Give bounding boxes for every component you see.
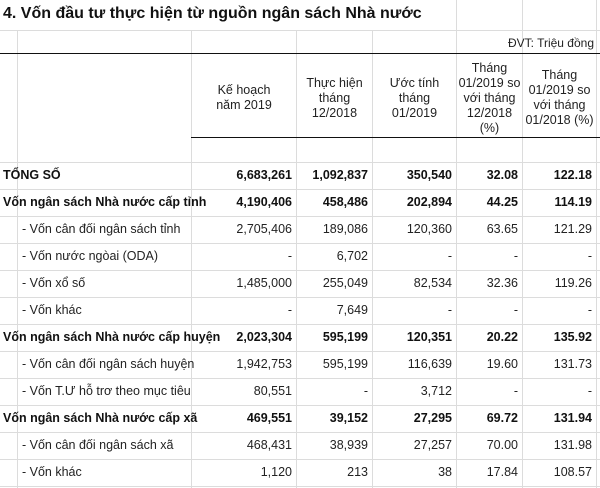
row-value: -: [513, 384, 518, 398]
row-value: 1,120: [260, 465, 292, 479]
row-value: -: [513, 303, 518, 317]
row-value: 108.57: [553, 465, 592, 479]
header-line: năm 2019: [216, 98, 272, 112]
row-value: -: [447, 249, 452, 263]
header-line: 01/2019 so: [528, 83, 591, 97]
header-line: với tháng: [463, 90, 516, 105]
row-value: -: [287, 303, 292, 317]
row-value: 122.18: [553, 168, 592, 182]
row-label: - Vốn cân đối ngân sách xã: [22, 438, 174, 452]
table-title: 4. Vốn đầu tư thực hiện từ nguồn ngân sách Nhà nước: [3, 5, 422, 22]
table-row: [0, 162, 600, 189]
header-bottom-border: [191, 137, 600, 138]
row-label: TỔNG SỐ: [3, 168, 61, 182]
header-line: 12/2018 (%): [466, 105, 513, 135]
row-value: 70.00: [486, 438, 518, 452]
row-value: 3,712: [420, 384, 452, 398]
row-label: Vốn ngân sách Nhà nước cấp xã: [3, 411, 198, 425]
row-value: 38: [438, 465, 452, 479]
row-value: 39,152: [329, 411, 368, 425]
table-row: [0, 351, 600, 378]
row-value: 120,360: [406, 222, 452, 236]
row-value: 135.92: [553, 330, 592, 344]
table-row: [0, 216, 600, 243]
header-line: Tháng: [471, 60, 508, 75]
row-value: 114.19: [554, 195, 592, 209]
header-uoc-tinh: [373, 60, 456, 136]
row-value: 17.84: [486, 465, 518, 479]
row-value: 119.26: [554, 276, 592, 290]
table-row: [0, 189, 600, 216]
row-value: 1,092,837: [312, 168, 368, 182]
header-line: Ước tính: [389, 75, 440, 90]
row-line: [0, 30, 600, 31]
header-line: 01/2018 (%): [525, 113, 594, 127]
header-so-voi-01-2018: [523, 60, 596, 136]
row-label: Vốn ngân sách Nhà nước cấp huyện: [3, 330, 221, 344]
header-line: với tháng: [533, 98, 586, 112]
row-value: 121.29: [553, 222, 592, 236]
table-row: [0, 324, 600, 351]
row-label: - Vốn T.Ư hỗ trơ theo mục tiêu: [22, 384, 191, 398]
row-value: 1,485,000: [236, 276, 292, 290]
unit-label: ĐVT: Triệu đồng: [507, 36, 594, 50]
row-value: 19.60: [486, 357, 518, 371]
row-value: 44.25: [486, 195, 518, 209]
table-row: [0, 270, 600, 297]
row-value: 80,551: [253, 384, 292, 398]
header-line: Tháng: [541, 68, 578, 82]
table-row: [0, 378, 600, 405]
row-value: 27,257: [413, 438, 452, 452]
table-row: [0, 459, 600, 486]
row-value: 350,540: [406, 168, 452, 182]
header-line: Thực hiện: [306, 75, 363, 90]
row-label: - Vốn cân đối ngân sách tỉnh: [22, 222, 181, 236]
row-label: - Vốn nước ngòai (ODA): [22, 249, 159, 263]
header-ke-hoach: [192, 60, 296, 136]
row-value: 213: [347, 465, 368, 479]
row-value: -: [363, 384, 368, 398]
header-thuc-hien: [297, 60, 372, 136]
header-line: 01/2019 so: [458, 75, 521, 90]
row-value: -: [587, 249, 592, 263]
row-value: 468,431: [246, 438, 292, 452]
row-value: 2,705,406: [236, 222, 292, 236]
header-line: tháng: [318, 90, 351, 105]
row-label: Vốn ngân sách Nhà nước cấp tỉnh: [3, 195, 207, 209]
row-value: 458,486: [322, 195, 368, 209]
row-value: -: [447, 303, 452, 317]
header-line: 12/2018: [311, 105, 358, 120]
row-value: 63.65: [486, 222, 518, 236]
table-row: [0, 405, 600, 432]
row-value: 131.94: [553, 411, 592, 425]
row-value: 116,639: [407, 357, 452, 371]
row-value: 120,351: [406, 330, 452, 344]
row-line: [0, 486, 600, 487]
row-value: 131.73: [553, 357, 592, 371]
header-line: Kế hoạch: [217, 83, 271, 97]
row-value: -: [587, 303, 592, 317]
row-label: - Vốn khác: [22, 465, 82, 479]
row-value: 7,649: [336, 303, 368, 317]
row-value: 69.72: [486, 411, 518, 425]
row-value: 4,190,406: [236, 195, 292, 209]
row-value: 32.08: [486, 168, 518, 182]
row-value: 32.36: [486, 276, 518, 290]
row-label: - Vốn cân đối ngân sách huyện: [22, 357, 195, 371]
header-top-border: [0, 53, 600, 54]
row-value: 20.22: [486, 330, 518, 344]
row-value: 595,199: [322, 357, 368, 371]
row-value: -: [287, 249, 292, 263]
row-value: -: [513, 249, 518, 263]
table-row: [0, 432, 600, 459]
row-value: 6,702: [336, 249, 368, 263]
row-value: 189,086: [322, 222, 368, 236]
row-value: 6,683,261: [236, 168, 292, 182]
row-label: - Vốn xổ số: [22, 276, 86, 290]
row-value: 202,894: [406, 195, 452, 209]
row-value: 255,049: [322, 276, 368, 290]
header-line: tháng: [398, 90, 431, 105]
row-value: -: [587, 384, 592, 398]
row-value: 595,199: [322, 330, 368, 344]
row-value: 27,295: [413, 411, 452, 425]
row-value: 2,023,304: [236, 330, 292, 344]
row-value: 131.98: [553, 438, 592, 452]
header-so-voi-12-2018: [457, 60, 522, 136]
row-value: 469,551: [246, 411, 292, 425]
header-line: 01/2019: [391, 105, 438, 120]
row-value: 38,939: [329, 438, 368, 452]
row-value: 1,942,753: [236, 357, 292, 371]
table-row: [0, 297, 600, 324]
row-label: - Vốn khác: [22, 303, 82, 317]
table-row: [0, 243, 600, 270]
row-value: 82,534: [413, 276, 452, 290]
